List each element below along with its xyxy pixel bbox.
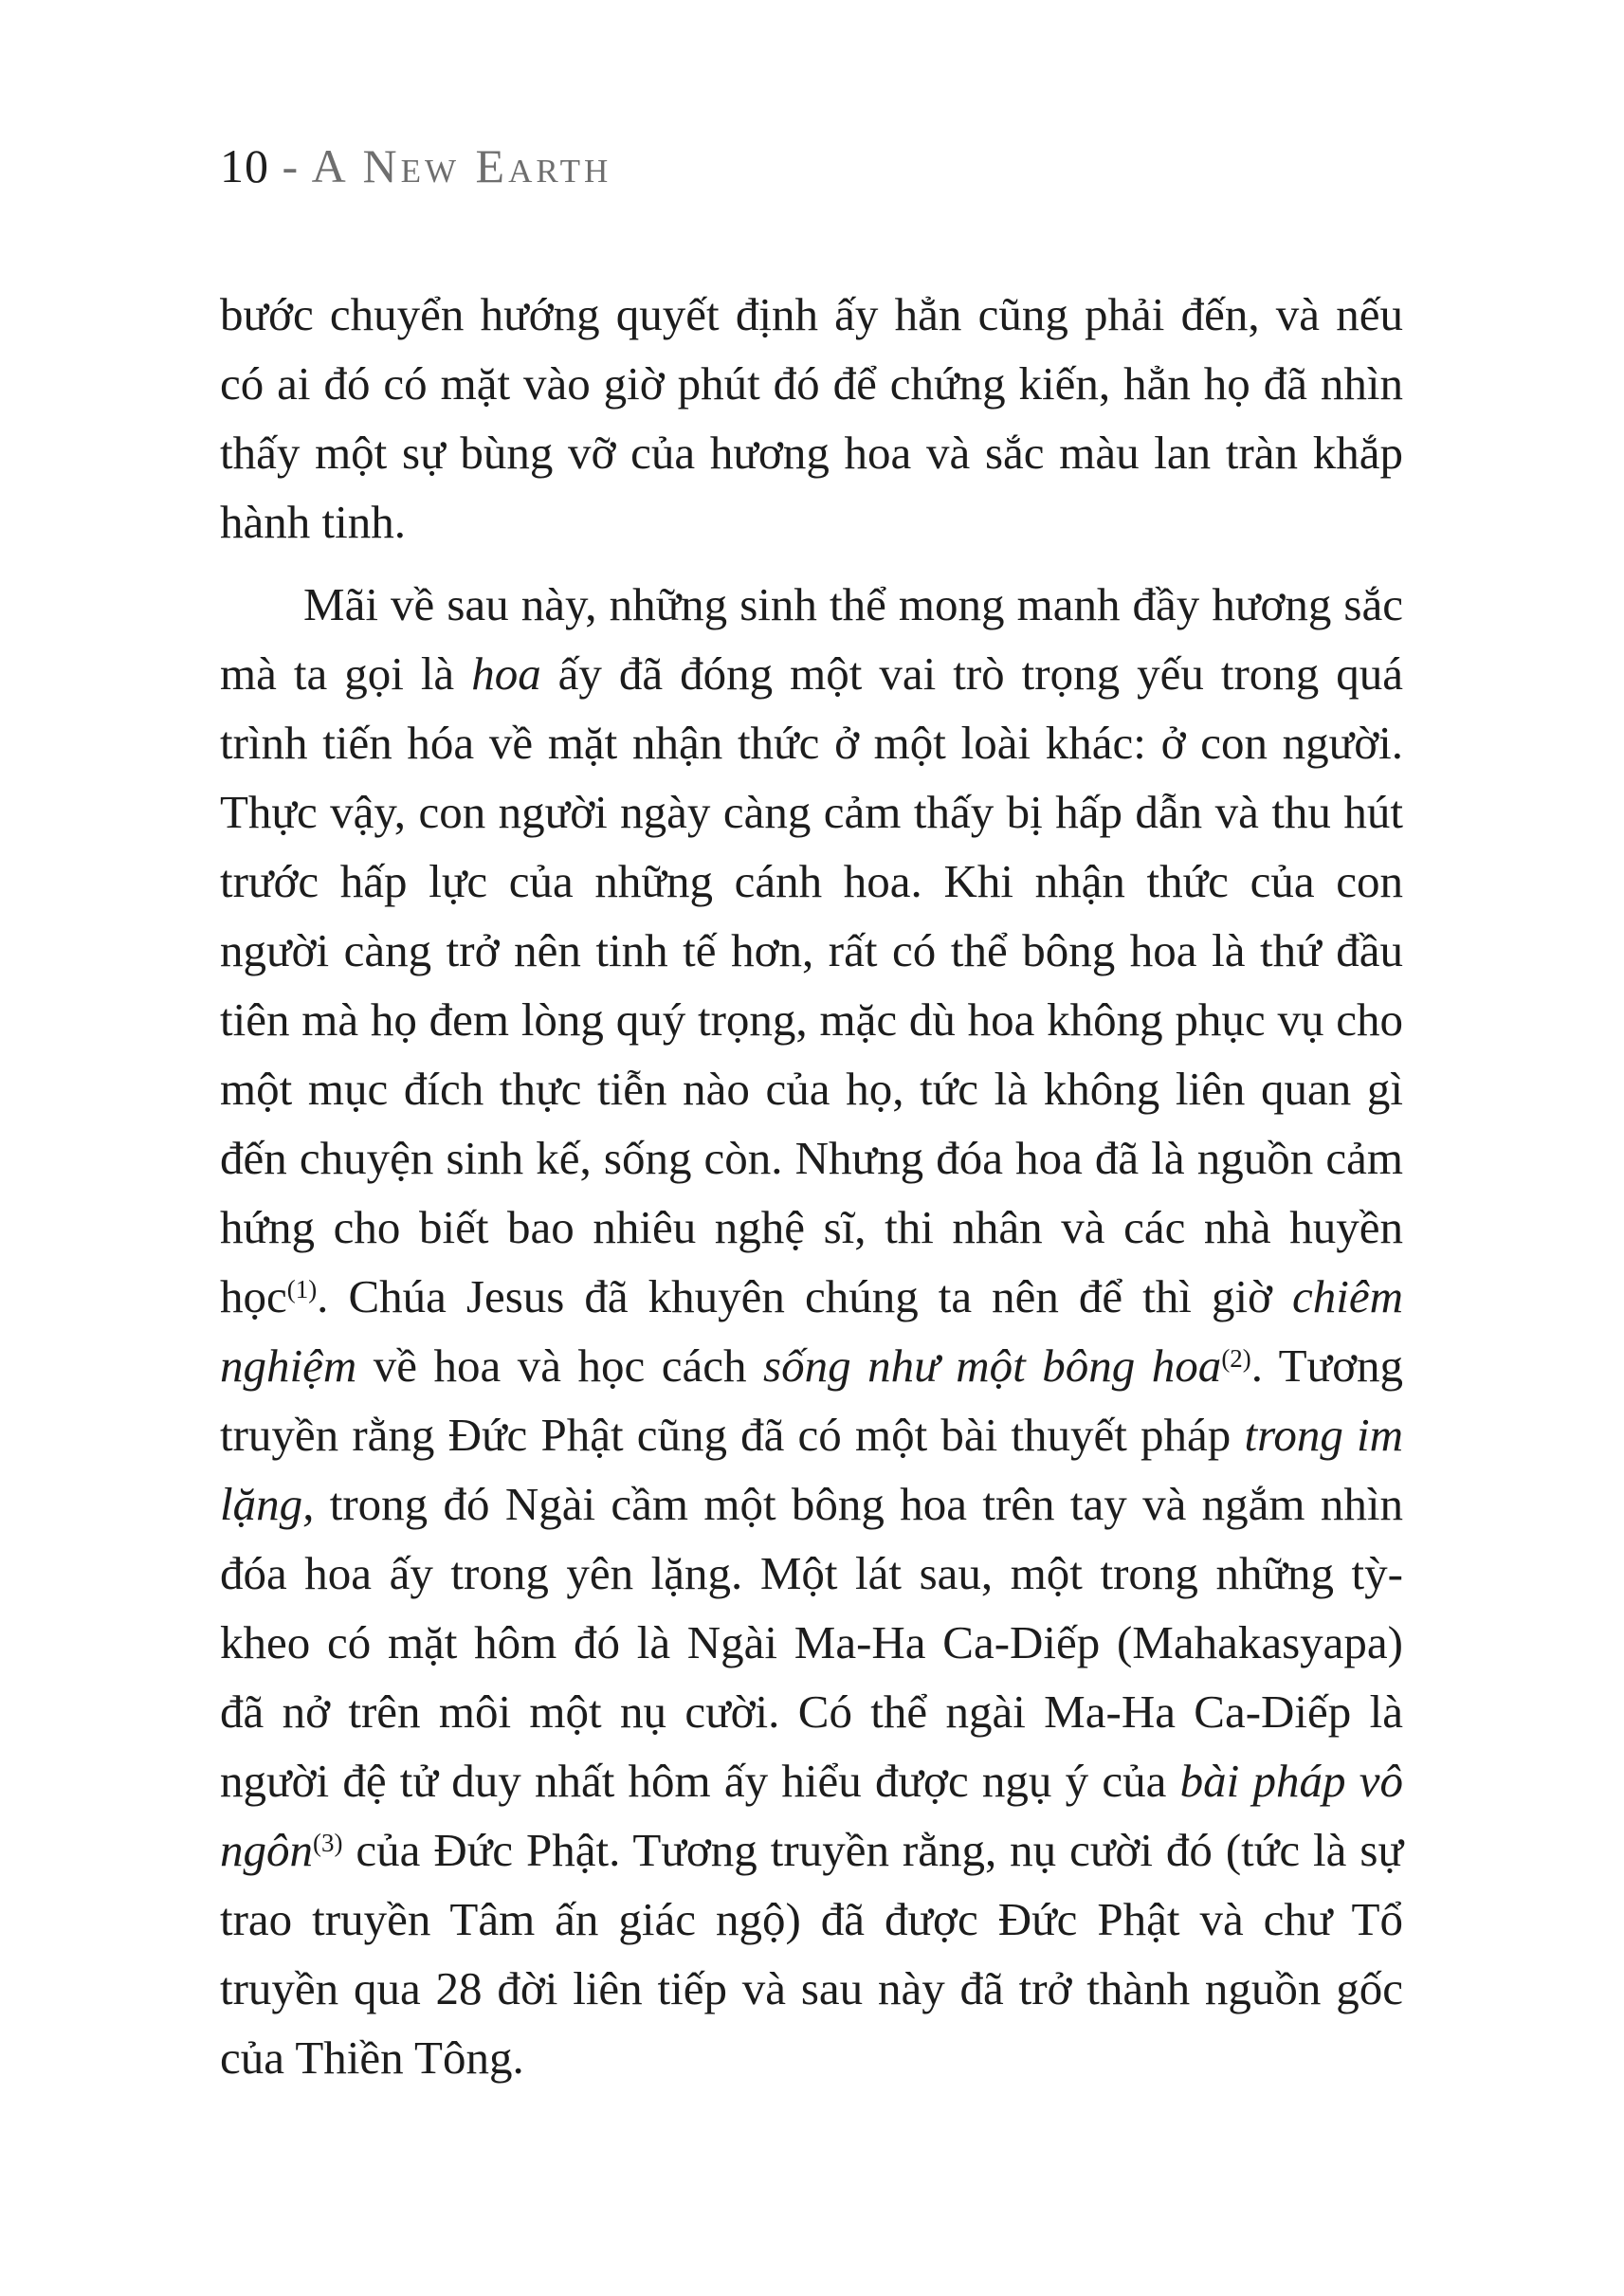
- text-run: trong đó Ngài cầm một bông hoa trên tay và ngắm nhìn đóa hoa ấy trong yên lặng. Một lát sau, một trong những tỳ-kheo có mặt hôm đó là Ngài Ma-Ha Ca-Diếp (Mahakasyapa) đã nở trên môi một nụ cười. Có thể ngài Ma-Ha Ca-Diếp là người đệ tử duy nhất hôm ấy hiểu được ngụ ý của: [220, 1478, 1403, 1807]
- footnote-marker: (1): [286, 1275, 318, 1304]
- paragraph: [220, 570, 1403, 2092]
- text-run: . Chúa Jesus đã khuyên chúng ta nên để thì giờ: [317, 1270, 1292, 1322]
- text-run: bước chuyển hướng quyết định ấy hẳn cũng phải đến, và nếu có ai đó có mặt vào giờ phút đó để chứng kiến, hẳn họ đã nhìn thấy một sự bùng vỡ của hương hoa và sắc màu lan tràn khắp hành tinh.: [220, 288, 1403, 548]
- page-number: 10: [220, 139, 269, 192]
- page-text: [220, 280, 1403, 2092]
- text-run: sống như một bông hoa: [763, 1339, 1222, 1392]
- text-run: về hoa và học cách: [356, 1339, 763, 1392]
- text-run: bài pháp vô ngôn: [220, 1755, 1403, 1876]
- text-run: . Tương truyền rằng Đức Phật cũng đã có một bài thuyết pháp: [220, 1339, 1404, 1461]
- page-header: [220, 139, 1403, 192]
- footnote-marker: (3): [313, 1829, 343, 1858]
- paragraph: [220, 280, 1403, 556]
- text-run: Mãi về sau này, những sinh thể mong manh đầy hương sắc mà ta gọi là: [220, 578, 1403, 700]
- book-title: A New Earth: [311, 139, 612, 192]
- text-run: trong im lặng,: [220, 1409, 1403, 1530]
- text-run: chiêm nghiệm: [220, 1270, 1403, 1392]
- footnote-marker: (2): [1221, 1344, 1251, 1374]
- header-separator: -: [269, 139, 312, 192]
- text-run: hoa: [471, 647, 541, 700]
- text-run: của Đức Phật. Tương truyền rằng, nụ cười đó (tức là sự trao truyền Tâm ấn giác ngộ) đã được Đức Phật và chư Tổ truyền qua 28 đời liên tiếp và sau này đã trở thành nguồn gốc của Thiền Tông.: [220, 1824, 1403, 2084]
- text-run: ấy đã đóng một vai trò trọng yếu trong quá trình tiến hóa về mặt nhận thức ở một loài khác: ở con người. Thực vậy, con người ngày càng cảm thấy bị hấp dẫn và thu hút trước hấp lực của những cánh hoa. Khi nhận thức của con người càng trở nên tinh tế hơn, rất có thể bông hoa là thứ đầu tiên mà họ đem lòng quý trọng, mặc dù hoa không phục vụ cho một mục đích thực tiễn nào của họ, tức là không liên quan gì đến chuyện sinh kế, sống còn. Nhưng đóa hoa đã là nguồn cảm hứng cho biết bao nhiêu nghệ sĩ, thi nhân và các nhà huyền học: [220, 647, 1403, 1322]
